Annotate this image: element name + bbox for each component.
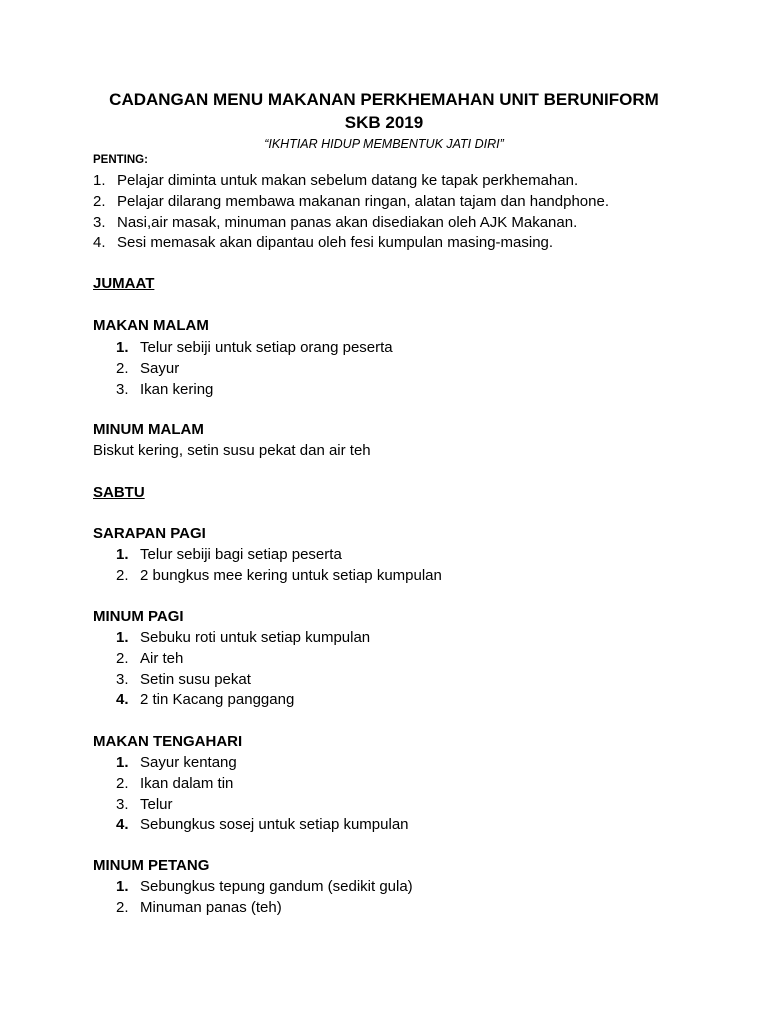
minum-malam-text: Biskut kering, setin susu pekat dan air teh	[93, 442, 371, 459]
day-heading-sabtu: SABTU	[93, 484, 145, 501]
document-subtitle: SKB 2019	[344, 113, 424, 132]
section-heading-sarapan-pagi: SARAPAN PAGI	[93, 525, 206, 542]
section-heading-makan-malam: MAKAN MALAM	[93, 317, 209, 334]
section-heading-makan-tengahari: MAKAN TENGAHARI	[93, 733, 243, 750]
section-heading-minum-malam: MINUM MALAM	[93, 421, 204, 438]
motto: “IKHTIAR HIDUP MEMBENTUK JATI DIRI”	[264, 137, 504, 151]
section-heading-minum-pagi: MINUM PAGI	[93, 608, 184, 625]
document-title: CADANGAN MENU MAKANAN PERKHEMAHAN UNIT BERUNIFORM	[109, 90, 659, 109]
document-page: CADANGAN MENU MAKANAN PERKHEMAHAN UNIT BERUNIFORM SKB 2019 “IKHTIAR HIDUP MEMBENTUK JATI DIRI” PENTING: 1. Pelajar diminta untuk makan sebelum datang ke tapak perkhemahan. 2. Pelajar dilarang membawa makanan ringan, alatan tajam dan handphone. 3. Nasi,air masak, minuman panas akan disediakan oleh AJK Makanan. 4. Sesi memasak akan dipantau oleh fesi kumpulan masing-masing. JUMAAT MAKAN MALAM 1. Telur sebiji untuk setiap orang peserta 2. Sayur 3. Ikan kering MINUM MALAM Biskut kering, setin susu pekat dan air teh SABTU SARAPAN PAGI 1. Telur sebiji bagi setiap peserta 2. 2 bungkus mee kering untuk setiap kumpulan MINUM PAGI 1. Sebuku roti untuk setiap kumpulan 2. Air teh 3. Setin susu pekat 4. 2 tin Kacang panggang MAKAN TENGAHARI 1. Sayur kentang 2. Ikan dalam tin 3. Telur 4. Sebungkus sosej untuk setiap kumpulan MINUM PETANG 1. Sebungkus tepung gandum (sedikit gula) 2. Minuman panas (teh)	[0, 0, 768, 1024]
section-heading-minum-petang: MINUM PETANG	[93, 857, 210, 874]
penting-label: PENTING:	[93, 154, 148, 166]
day-heading-jumaat: JUMAAT	[93, 275, 155, 292]
